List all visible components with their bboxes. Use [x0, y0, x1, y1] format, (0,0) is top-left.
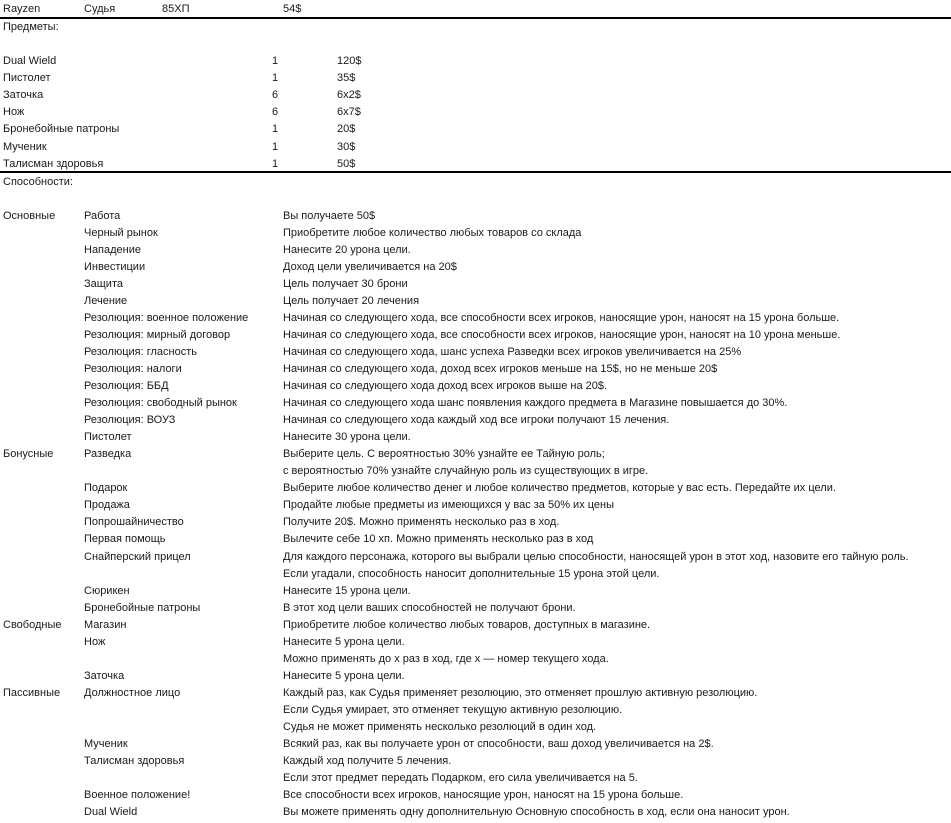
- ability-name[interactable]: Нож: [84, 635, 106, 648]
- ability-description[interactable]: Нанесите 30 урона цели.: [283, 431, 411, 444]
- ability-row: [0, 770, 951, 787]
- item-price[interactable]: 30$: [337, 140, 356, 153]
- ability-description[interactable]: Начиная со следующего хода, доход всех игроков меньше на 15$, но не меньше 20$: [283, 362, 718, 375]
- ability-row: [0, 736, 951, 753]
- ability-row: [0, 719, 951, 736]
- ability-description[interactable]: Получите 20$. Можно применять несколько раз в ход.: [283, 516, 560, 529]
- ability-description[interactable]: Для каждого персонажа, которого вы выбрали целью способности, наносящей урон в этот ход, назовите его тайную роль.: [283, 550, 909, 563]
- item-price[interactable]: 20$: [337, 123, 356, 136]
- item-row: [0, 104, 951, 121]
- item-name[interactable]: Нож: [3, 106, 25, 119]
- ability-row: [0, 412, 951, 429]
- ability-description[interactable]: Начиная со следующего хода, все способности всех игроков, наносящие урон, наносят на 10 урона меньше.: [283, 328, 841, 341]
- ability-name[interactable]: Попрошайничество: [84, 516, 184, 529]
- ability-description[interactable]: Начиная со следующего хода каждый ход все игроки получают 15 лечения.: [283, 414, 670, 427]
- ability-row: [0, 293, 951, 310]
- ability-description[interactable]: Все способности всех игроков, наносящие урон, наносят на 15 урона больше.: [283, 789, 684, 802]
- ability-description[interactable]: Вы получаете 50$: [283, 209, 376, 222]
- ability-name[interactable]: Резолюция: гласность: [84, 345, 197, 358]
- ability-row: [0, 327, 951, 344]
- item-qty[interactable]: 1: [272, 72, 279, 85]
- ability-description[interactable]: Каждый раз, как Судья применяет резолюцию, это отменяет прошлую активную резолюцию.: [283, 686, 758, 699]
- ability-description[interactable]: Можно применять до x раз в ход, где x — номер текущего хода.: [283, 652, 609, 665]
- ability-row: [0, 361, 951, 378]
- ability-row: [0, 276, 951, 293]
- ability-row: [0, 600, 951, 617]
- ability-name[interactable]: Защита: [84, 277, 123, 290]
- ability-row: [0, 753, 951, 770]
- item-qty[interactable]: 1: [272, 140, 279, 153]
- ability-description[interactable]: В этот ход цели ваших способностей не получают брони.: [283, 601, 576, 614]
- ability-description[interactable]: Приобретите любое количество любых товаров со склада: [283, 226, 582, 239]
- header-row: [0, 1, 951, 18]
- ability-row: [0, 668, 951, 685]
- ability-row: [0, 531, 951, 548]
- items-title-row: [0, 19, 951, 36]
- ability-row: [0, 463, 951, 480]
- item-qty[interactable]: 6: [272, 106, 279, 119]
- ability-name[interactable]: Резолюция: ББД: [84, 380, 169, 392]
- ability-row: [0, 378, 951, 395]
- item-row: [0, 53, 951, 70]
- ability-name[interactable]: Военное положение!: [84, 789, 191, 802]
- items-title[interactable]: Предметы:: [3, 21, 59, 33]
- item-qty[interactable]: 1: [272, 123, 279, 136]
- ability-description[interactable]: Цель получает 30 брони: [283, 277, 408, 290]
- ability-name[interactable]: Резолюция: военное положение: [84, 311, 249, 324]
- player-role[interactable]: Судья: [84, 3, 116, 15]
- ability-name[interactable]: Сюрикен: [84, 584, 130, 597]
- ability-description[interactable]: Вы можете применять одну дополнительную Основную способность в ход, если она наносит урон.: [283, 806, 790, 819]
- ability-category[interactable]: Пассивные: [3, 686, 61, 699]
- item-price[interactable]: 50$: [337, 157, 356, 170]
- ability-name[interactable]: Первая помощь: [84, 533, 166, 546]
- abilities-title[interactable]: Способности:: [3, 176, 73, 188]
- item-name[interactable]: Мученик: [3, 140, 47, 153]
- item-name[interactable]: Талисман здоровья: [3, 157, 104, 170]
- ability-name[interactable]: Пистолет: [84, 431, 132, 444]
- ability-row: [0, 259, 951, 276]
- ability-row: [0, 497, 951, 514]
- item-price[interactable]: 35$: [337, 72, 356, 85]
- ability-description[interactable]: Если угадали, способность наносит дополнительные 15 урона этой цели.: [283, 567, 660, 580]
- ability-description[interactable]: Нанесите 20 урона цели.: [283, 243, 411, 256]
- ability-description[interactable]: Цель получает 20 лечения: [283, 294, 420, 307]
- ability-description[interactable]: Каждый ход получите 5 лечения.: [283, 755, 452, 768]
- ability-description[interactable]: Выберите цель. С вероятностью 30% узнайте ее Тайную роль;: [283, 448, 605, 461]
- ability-description[interactable]: Если Судья умирает, это отменяет текущую активную резолюцию.: [283, 703, 623, 716]
- ability-name[interactable]: Мученик: [84, 738, 128, 751]
- ability-name[interactable]: Бронебойные патроны: [84, 601, 201, 614]
- ability-category[interactable]: Основные: [3, 209, 56, 222]
- item-name[interactable]: Бронебойные патроны: [3, 123, 120, 136]
- ability-description[interactable]: Нанесите 5 урона цели.: [283, 669, 405, 682]
- ability-name[interactable]: Продажа: [84, 499, 130, 512]
- ability-description[interactable]: Судья не может применять несколько резолюций в один ход.: [283, 721, 597, 733]
- ability-name[interactable]: Заточка: [84, 669, 125, 682]
- items-divider: [0, 171, 951, 173]
- ability-row: [0, 651, 951, 668]
- ability-name[interactable]: Работа: [84, 209, 121, 222]
- ability-row: [0, 634, 951, 651]
- ability-name[interactable]: Разведка: [84, 448, 132, 461]
- ability-row: [0, 208, 951, 225]
- item-price[interactable]: 6x2$: [337, 89, 361, 102]
- ability-description[interactable]: Начиная со следующего хода доход всех игроков выше на 20$.: [283, 380, 608, 392]
- item-qty[interactable]: 1: [272, 157, 279, 170]
- ability-description[interactable]: Начиная со следующего хода, все способности всех игроков, наносящие урон, наносят на 15 урона больше.: [283, 311, 840, 324]
- ability-row: [0, 395, 951, 412]
- ability-name[interactable]: Инвестиции: [84, 260, 146, 273]
- ability-description[interactable]: Вылечите себе 10 хп. Можно применять несколько раз в ход: [283, 533, 594, 546]
- ability-category[interactable]: Бонусные: [3, 448, 54, 461]
- ability-row: [0, 583, 951, 600]
- item-row: [0, 139, 951, 156]
- ability-row: [0, 804, 951, 821]
- item-qty[interactable]: 1: [272, 55, 279, 67]
- ability-name[interactable]: Резолюция: свободный рынок: [84, 397, 237, 410]
- ability-name[interactable]: Лечение: [84, 294, 128, 307]
- ability-description[interactable]: Всякий раз, как вы получаете урон от способности, ваш доход увеличивается на 2$.: [283, 738, 714, 751]
- ability-row: [0, 225, 951, 242]
- ability-row: [0, 514, 951, 531]
- ability-name[interactable]: Магазин: [84, 618, 127, 631]
- ability-name[interactable]: Черный рынок: [84, 226, 158, 239]
- ability-description[interactable]: Нанесите 15 урона цели.: [283, 584, 411, 597]
- ability-description[interactable]: Нанесите 5 урона цели.: [283, 635, 405, 648]
- ability-row: [0, 549, 951, 566]
- ability-row: [0, 480, 951, 497]
- ability-row: [0, 617, 951, 634]
- ability-row: [0, 242, 951, 259]
- ability-row: [0, 685, 951, 702]
- ability-description[interactable]: Начиная со следующего хода шанс появления каждого предмета в Магазине повышается до 30%.: [283, 397, 788, 410]
- item-name[interactable]: Пистолет: [3, 72, 51, 85]
- ability-name[interactable]: Dual Wield: [84, 806, 138, 819]
- ability-row: [0, 787, 951, 804]
- item-name[interactable]: Заточка: [3, 89, 44, 102]
- ability-row: [0, 429, 951, 446]
- item-price[interactable]: 6x7$: [337, 106, 361, 119]
- player-money[interactable]: 54$: [283, 3, 302, 15]
- ability-name[interactable]: Резолюция: налоги: [84, 362, 182, 375]
- ability-name[interactable]: Должностное лицо: [84, 686, 181, 699]
- player-hp[interactable]: 85ХП: [162, 3, 190, 15]
- item-qty[interactable]: 6: [272, 89, 279, 102]
- ability-description[interactable]: Если этот предмет передать Подарком, его сила увеличивается на 5.: [283, 772, 638, 785]
- ability-description[interactable]: Доход цели увеличивается на 20$: [283, 260, 457, 273]
- ability-name[interactable]: Подарок: [84, 482, 128, 495]
- item-name[interactable]: Dual Wield: [3, 55, 57, 67]
- ability-name[interactable]: Талисман здоровья: [84, 755, 185, 768]
- player-name[interactable]: Rayzen: [3, 3, 41, 15]
- ability-row: [0, 702, 951, 719]
- abilities-title-row: [0, 174, 951, 191]
- ability-description[interactable]: с вероятностью 70% узнайте случайную роль из существующих в игре.: [283, 465, 649, 478]
- ability-category[interactable]: Свободные: [3, 618, 62, 631]
- ability-row: [0, 310, 951, 327]
- ability-row: [0, 344, 951, 361]
- ability-row: [0, 566, 951, 583]
- ability-name[interactable]: Снайперский прицел: [84, 550, 191, 563]
- item-row: [0, 70, 951, 87]
- ability-description[interactable]: Продайте любые предметы из имеющихся у вас за 50% их цены: [283, 499, 615, 512]
- item-row: [0, 121, 951, 138]
- ability-row: [0, 446, 951, 463]
- item-row: [0, 87, 951, 104]
- ability-name[interactable]: Резолюция: ВОУЗ: [84, 414, 176, 427]
- ability-description[interactable]: Начиная со следующего хода, шанс успеха Разведки всех игроков увеличивается на 25%: [283, 345, 742, 358]
- ability-name[interactable]: Резолюция: мирный договор: [84, 328, 231, 341]
- item-price[interactable]: 120$: [337, 55, 362, 67]
- ability-description[interactable]: Выберите любое количество денег и любое количество предметов, которые у вас есть. Передайте их цели.: [283, 482, 836, 495]
- ability-description[interactable]: Приобретите любое количество любых товаров, доступных в магазине.: [283, 618, 651, 631]
- ability-name[interactable]: Нападение: [84, 243, 142, 256]
